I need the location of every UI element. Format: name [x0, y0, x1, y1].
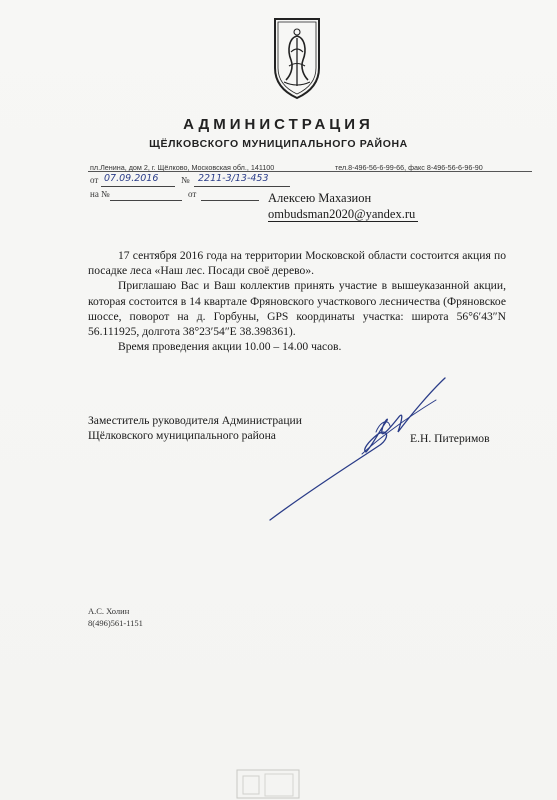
recipient-email: ombudsman2020@yandex.ru — [268, 207, 416, 221]
reply-date-underline — [201, 200, 259, 201]
reply-from-label: от — [188, 189, 197, 199]
signer-name: Е.Н. Питеримов — [410, 432, 490, 445]
from-label: от — [90, 175, 99, 185]
email-underline — [268, 221, 418, 222]
signer-position-line: Заместитель руководителя Администрации — [88, 414, 302, 427]
organization-subtitle: ЩЁЛКОВСКОГО МУНИЦИПАЛЬНОГО РАЙОНА — [149, 138, 408, 150]
recipient-name: Алексею Махазион — [268, 191, 372, 205]
letter-body — [88, 248, 506, 354]
coat-of-arms-icon — [272, 16, 322, 102]
date-underline — [101, 186, 175, 187]
organization-address: пл.Ленина, дом 2, г. Щёлково, Московская обл., 141100 — [90, 163, 275, 172]
reply-number-label: на № — [90, 189, 110, 199]
body-paragraph: Приглашаю Вас и Ваш коллектив принять участие в вышеуказанной акции, которая состоится в 14 квартале Фряновского участкового лесничества (Фряновское шоссе, поворот на д. Горбуны, GPS координаты участка: широта 56°6′43″N 56.111925, долгота 38°23′54″E 38.398361). — [88, 279, 506, 339]
letter-date: 07.09.2016 — [104, 173, 159, 184]
body-paragraph: 17 сентября 2016 года на территории Московской области состоится акция по посадке леса «Наш лес. Посади своё дерево». — [88, 249, 506, 278]
handwritten-signature-icon — [240, 370, 460, 530]
executor-info — [88, 605, 143, 629]
executor-phone: 8(496)561-1151 — [88, 618, 143, 628]
letter-number: 2211-3/13-453 — [198, 173, 269, 184]
body-paragraph: Время проведения акции 10.00 – 14.00 часов. — [118, 340, 342, 354]
number-underline — [194, 186, 290, 187]
bottom-stamp-icon — [235, 768, 301, 800]
header-divider — [88, 171, 532, 172]
executor-name: А.С. Холин — [88, 606, 130, 616]
organization-phones: тел.8-496-56-6-99-66, факс 8-496-56-6-96-90 — [335, 163, 483, 172]
reply-number-underline — [110, 200, 182, 201]
organization-title: АДМИНИСТРАЦИЯ — [183, 116, 374, 133]
number-sign: № — [181, 175, 190, 185]
signer-position-line: Щёлковского муниципального района — [88, 429, 276, 443]
